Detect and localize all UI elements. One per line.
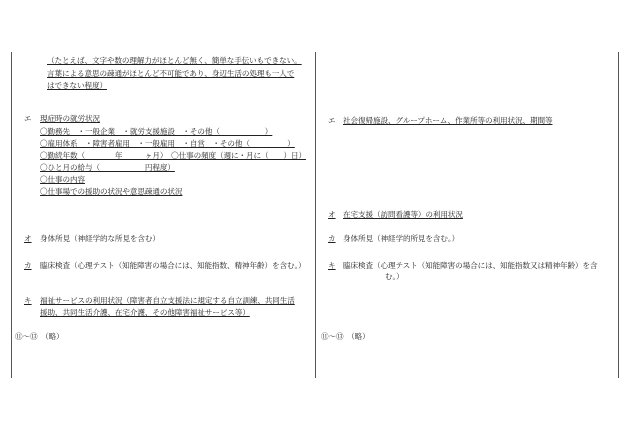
right-ryaku: ⑪～⑬ （略） xyxy=(321,332,370,341)
right-ki-line-1: 臨床検査（心理テスト（知能障害の場合には、知能指数又は精神年齢）を含 xyxy=(343,261,598,270)
right-ka-marker: カ xyxy=(328,234,336,243)
left-column-border xyxy=(11,52,12,378)
right-o-text: 在宅支援（訪問看護等）の利用状況 xyxy=(343,210,463,219)
left-e-line-1: 〇勤務先 ・一般企業 ・就労支援施設 ・その他（ ） xyxy=(40,127,273,136)
right-column-border xyxy=(618,52,619,378)
left-ryaku: ⑪～⑬ （略） xyxy=(15,332,64,341)
left-example-line-1: （たとえば、文字や数の理解力がほとんど無く、簡単な手伝いもできない。 xyxy=(47,56,302,65)
center-column-border xyxy=(315,52,316,378)
left-ki-line-1: 福祉サービスの利用状況（障害者自立支援法に規定する自立訓練、共同生活 xyxy=(40,296,295,305)
right-e-text: 社会復帰施設、グループホーム、作業所等の利用状況、期間等 xyxy=(343,116,553,125)
left-o-marker: オ xyxy=(24,234,32,243)
left-o-text: 身体所見（神経学的な所見を含む） xyxy=(40,234,160,243)
left-e-line-6: 〇仕事場での援助の状況や意思疎通の状況 xyxy=(40,187,183,196)
left-example-line-2: 言葉による意思の疎通がほとんど不可能であり、身辺生活の処理も一人で xyxy=(47,69,295,78)
right-ka-text: 身体所見（神経学的所見を含む。） xyxy=(343,234,460,243)
left-ka-text: 臨床検査（心理テスト（知能障害の場合には、知能指数、精神年齢）を含む。） xyxy=(40,261,306,270)
right-e-marker: エ xyxy=(328,116,336,125)
left-e-line-4: 〇ひと月の給与（ 円程度） xyxy=(40,163,175,172)
left-e-line-5: 〇仕事の内容 xyxy=(40,175,85,184)
right-ki-line-2: む。） xyxy=(385,272,404,281)
left-example-line-3: はできない程度） xyxy=(47,81,107,90)
left-e-line-2: 〇雇用体系 ・障害者雇用 ・一般雇用 ・自営 ・その他（ ） xyxy=(40,139,295,148)
right-ki-marker: キ xyxy=(328,261,336,270)
left-ki-marker: キ xyxy=(24,296,32,305)
left-ka-marker: カ xyxy=(24,261,32,270)
left-ki-line-2: 援助、共同生活介護、在宅介護、その他障害福祉サービス等） xyxy=(40,308,250,317)
right-o-marker: オ xyxy=(328,210,336,219)
left-e-line-3: 〇勤続年数（ 年 ヶ月） 〇仕事の頻度（週に・月に（ ）日） xyxy=(40,151,306,160)
left-e-title: 現症時の就労状況 xyxy=(40,114,100,123)
left-e-marker: エ xyxy=(24,114,32,123)
